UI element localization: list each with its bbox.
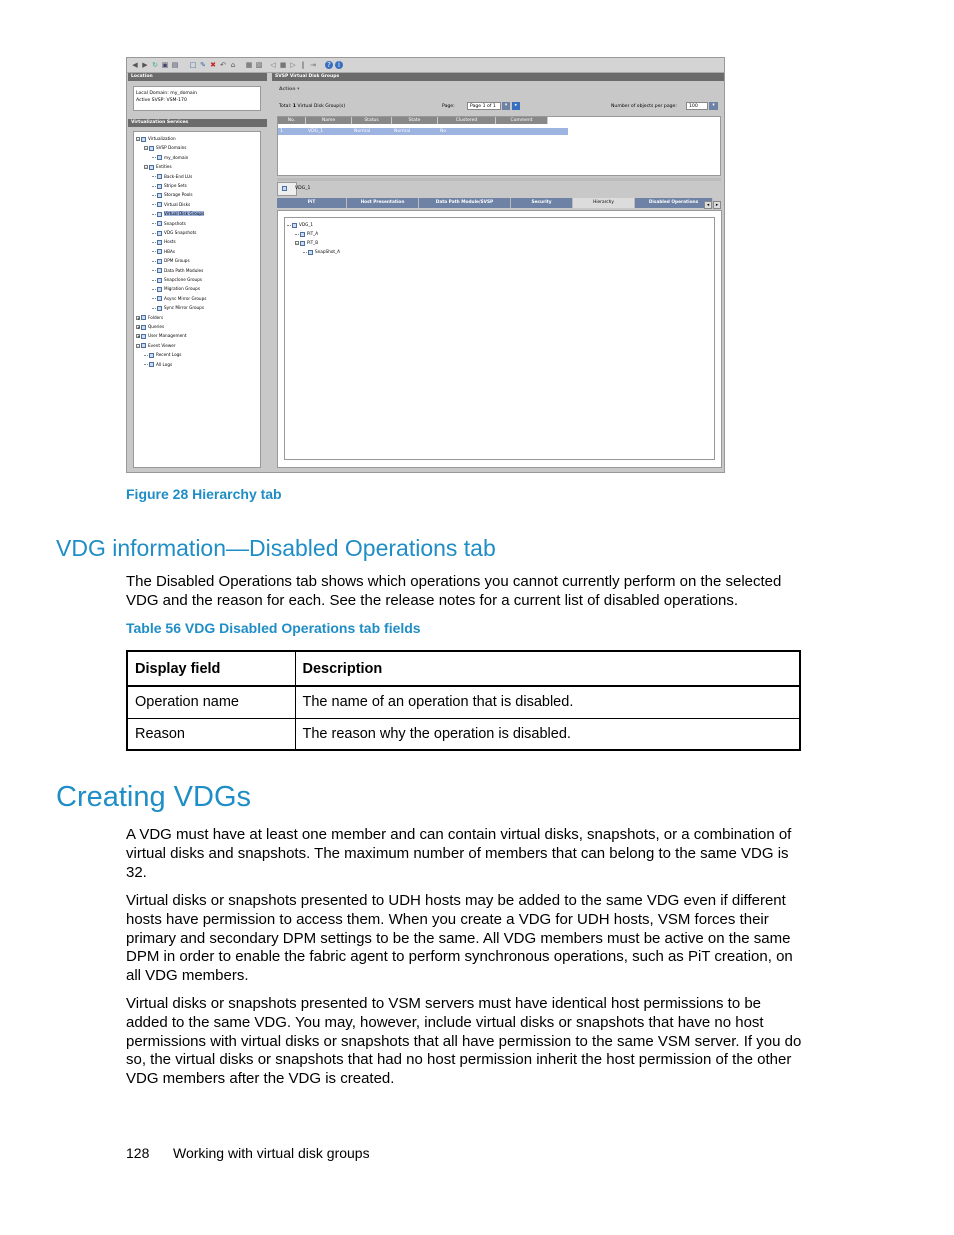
table-row bbox=[127, 718, 800, 750]
section-title: VDG information—Disabled Operations tab bbox=[56, 535, 496, 561]
delete-icon[interactable]: ✖ bbox=[210, 61, 216, 69]
grid-cell: Normal bbox=[394, 129, 411, 134]
table-cell: Reason bbox=[127, 718, 295, 750]
tree-line-icon bbox=[152, 204, 156, 205]
total-suffix: Virtual Disk Group(s) bbox=[297, 104, 346, 109]
grid-column-name[interactable]: Name bbox=[306, 117, 352, 124]
folder-icon bbox=[157, 306, 162, 311]
tree-item-label: Hosts bbox=[164, 239, 176, 245]
tree-line-icon bbox=[152, 214, 156, 215]
folder-icon bbox=[157, 240, 162, 245]
stop-icon[interactable]: ■ bbox=[279, 61, 287, 69]
tree-item-label: SnapShot_A bbox=[315, 249, 341, 254]
tree-item-label: Migration Groups bbox=[164, 286, 201, 292]
skip-icon[interactable]: ⇥ bbox=[310, 61, 316, 69]
tree-item-label: DPM Groups bbox=[164, 258, 190, 264]
tree-item-label: HBAs bbox=[164, 248, 176, 254]
edit-icon[interactable]: ✎ bbox=[200, 61, 206, 69]
toolbar bbox=[127, 58, 724, 73]
tab-security[interactable]: Security bbox=[511, 198, 573, 208]
page-label: Page: bbox=[442, 104, 455, 109]
folder-icon bbox=[157, 184, 162, 189]
help-icon[interactable]: ? bbox=[325, 61, 333, 69]
folder-icon bbox=[149, 146, 154, 151]
back-icon[interactable]: ◀ bbox=[132, 61, 138, 69]
hierarchy-panel bbox=[277, 210, 722, 468]
lock-icon[interactable]: ⌂ bbox=[230, 61, 236, 69]
table-cell: Operation name bbox=[127, 686, 295, 718]
tree-item-label: Entities bbox=[156, 164, 172, 170]
tree-item-virtual-disk-groups[interactable] bbox=[152, 211, 204, 217]
hierarchy-item-pit-b[interactable] bbox=[295, 240, 318, 246]
info-icon[interactable]: i bbox=[335, 61, 343, 69]
tree-item-label: Virtualization bbox=[148, 136, 176, 141]
tree-item-label: Folders bbox=[148, 314, 164, 320]
tree-item-sync-mirror-groups[interactable] bbox=[152, 305, 204, 311]
tab-disabled-operations[interactable]: Disabled Operations bbox=[635, 198, 713, 208]
folder-icon bbox=[157, 249, 162, 254]
splitter-handle[interactable] bbox=[277, 178, 721, 181]
tree-item-virtualization[interactable] bbox=[136, 136, 176, 142]
tree-item-label: VDG_1 bbox=[299, 222, 314, 227]
total-label: Total: bbox=[279, 104, 292, 109]
detail-tabs bbox=[277, 197, 723, 208]
tree-item-entities[interactable] bbox=[144, 164, 172, 170]
folder-icon bbox=[149, 165, 154, 170]
expand-toggle-icon[interactable]: - bbox=[137, 137, 139, 142]
tree-line-icon bbox=[152, 223, 156, 224]
tree-line-icon bbox=[152, 251, 156, 252]
table-caption: Table 56 VDG Disabled Operations tab fields bbox=[126, 620, 421, 636]
tree-item-label: Async Mirror Groups bbox=[164, 295, 207, 301]
tree-item-label: Back-End LUs bbox=[164, 173, 193, 179]
tree-item-folders[interactable] bbox=[136, 315, 163, 321]
expand-toggle-icon[interactable]: - bbox=[145, 165, 147, 171]
table-header-cell: Display field bbox=[127, 651, 295, 686]
folder-icon bbox=[157, 296, 162, 301]
folder-icon bbox=[157, 212, 162, 217]
tab-scroll-right-icon[interactable]: ▸ bbox=[713, 201, 721, 209]
tree-item-label: Event Viewer bbox=[148, 342, 176, 348]
folder-icon bbox=[141, 315, 146, 320]
tree-line-icon bbox=[152, 176, 156, 177]
folder-icon bbox=[141, 343, 146, 348]
tree-item-label: Recent Logs bbox=[156, 352, 182, 358]
folder-icon bbox=[300, 241, 305, 246]
tree-line-icon bbox=[144, 355, 148, 356]
detail-title: VDG_1 bbox=[295, 186, 311, 191]
hierarchy-item-snapshot-a[interactable] bbox=[303, 249, 340, 255]
objects-per-page-label: Number of objects per page: bbox=[611, 104, 677, 109]
vdg-detail-icon bbox=[282, 186, 287, 191]
tree-item-label: User Management bbox=[148, 333, 187, 339]
grid-row-selected[interactable] bbox=[278, 128, 568, 135]
tab-hierarchy[interactable]: Hierarchy bbox=[573, 198, 635, 208]
folder-icon bbox=[141, 325, 146, 330]
folder-icon bbox=[157, 155, 162, 160]
folder-icon bbox=[157, 221, 162, 226]
tree-item-label: Virtual Disks bbox=[164, 201, 191, 207]
navigation-tree bbox=[133, 131, 261, 468]
refresh-icon[interactable]: ↻ bbox=[152, 61, 158, 69]
folder-icon bbox=[157, 278, 162, 283]
objects-per-page-input[interactable]: 100 bbox=[686, 102, 708, 110]
tree-item-label: All Logs bbox=[156, 361, 173, 367]
tree-item-label: Virtual Disk Groups bbox=[164, 211, 205, 217]
page-number: 128 bbox=[126, 1145, 150, 1161]
tree-item-label: Snapclone Groups bbox=[164, 277, 203, 282]
tree-item-my-domain[interactable] bbox=[152, 155, 188, 161]
tree-line-icon bbox=[152, 298, 156, 299]
tree-item-label: Storage Pools bbox=[164, 192, 193, 198]
tree-item-label: Stripe Sets bbox=[164, 183, 187, 188]
expand-toggle-icon[interactable]: - bbox=[296, 241, 298, 246]
tree-item-event-viewer[interactable] bbox=[136, 343, 176, 349]
folder-icon bbox=[141, 334, 146, 339]
expand-toggle-icon[interactable]: + bbox=[137, 315, 141, 321]
tree-line-icon bbox=[152, 157, 156, 158]
tree-item-storage-pools[interactable] bbox=[152, 192, 193, 198]
tree-item-virtual-disks[interactable] bbox=[152, 202, 190, 208]
chapter-title: Creating VDGs bbox=[56, 781, 252, 813]
tree-item-label: SVSP Domains bbox=[156, 145, 187, 151]
new-icon[interactable]: □ bbox=[189, 61, 197, 69]
tree-line-icon bbox=[152, 195, 156, 196]
folder-icon bbox=[141, 137, 146, 142]
tree-item-migration-groups[interactable] bbox=[152, 286, 200, 292]
table-header-row bbox=[127, 651, 800, 686]
forward-icon[interactable]: ▶ bbox=[142, 61, 148, 69]
domain-value: my_domain bbox=[170, 91, 197, 96]
tab-scroll-left-icon[interactable]: ◂ bbox=[704, 201, 712, 209]
tree-line-icon bbox=[152, 308, 156, 309]
grid-column-state[interactable]: State bbox=[392, 117, 438, 124]
grid-cell: No bbox=[440, 129, 447, 134]
figure-caption: Figure 28 Hierarchy tab bbox=[126, 486, 282, 502]
hierarchy-item-vdg-1[interactable] bbox=[287, 222, 313, 228]
page-go-icon[interactable]: ▸ bbox=[512, 102, 520, 110]
svsp-vdg-header: SVSP Virtual Disk Groups bbox=[272, 73, 724, 81]
folder-icon bbox=[300, 232, 305, 237]
objects-dropdown-icon[interactable]: ▾ bbox=[709, 102, 718, 110]
location-panel bbox=[133, 86, 261, 111]
tab-data-path-module-svsp[interactable]: Data Path Module/SVSP bbox=[419, 198, 511, 208]
tree-item-label: PiT_B bbox=[307, 240, 319, 245]
grid-column-no[interactable]: No. bbox=[278, 117, 306, 124]
tree-item-all-logs[interactable] bbox=[144, 362, 172, 368]
tree-item-label: Queries bbox=[148, 324, 165, 329]
tree-line-icon bbox=[303, 252, 307, 253]
page-select[interactable]: Page 1 of 1 bbox=[467, 102, 501, 110]
folder-icon bbox=[149, 353, 154, 358]
tree-line-icon bbox=[144, 364, 148, 365]
tree-line-icon bbox=[295, 234, 299, 235]
tree-line-icon bbox=[152, 280, 156, 281]
disabled-operations-table bbox=[126, 650, 801, 751]
tree-item-async-mirror-groups[interactable] bbox=[152, 296, 206, 302]
tree-item-hbas[interactable] bbox=[152, 249, 175, 255]
filter-icon[interactable]: ▦ bbox=[245, 61, 253, 69]
folder-icon bbox=[157, 231, 162, 236]
tree-item-queries[interactable] bbox=[136, 324, 164, 330]
paragraph: Virtual disks or snapshots presented to UDH hosts may be added to the same VDG even if different hosts have permission to access them. When you create a VDG for UDH hosts, VSM forces their primary and secondary DPM settings to be the same. All VDG members must be active on the same DPM in order to enable the fabric agent to perform synchronous operations, such as PiT creation, on all VDG members. bbox=[126, 892, 793, 985]
tab-host-presentation[interactable]: Host Presentation bbox=[347, 198, 419, 208]
tree-item-label: PiT_A bbox=[307, 231, 319, 236]
grid-column-comment[interactable]: Comment bbox=[496, 117, 548, 124]
expand-toggle-icon[interactable]: + bbox=[137, 334, 141, 340]
table-header-cell: Description bbox=[295, 651, 800, 686]
tree-item-vdg-snapshots[interactable] bbox=[152, 230, 196, 236]
location-header: Location bbox=[128, 73, 267, 81]
table-cell: The name of an operation that is disabled. bbox=[295, 686, 800, 718]
tree-line-icon bbox=[152, 186, 156, 187]
grid-cell bbox=[496, 128, 548, 135]
grid-cell: 1 bbox=[280, 129, 283, 134]
tab-pit[interactable]: PiT bbox=[277, 198, 347, 208]
folder-icon bbox=[157, 259, 162, 264]
section-paragraph: The Disabled Operations tab shows which operations you cannot currently perform on the selected VDG and the reason for each. See the release notes for a current list of disabled operations. bbox=[126, 573, 782, 609]
grid-column-status[interactable]: Status bbox=[352, 117, 392, 124]
vdg-grid bbox=[277, 116, 721, 176]
tree-line-icon bbox=[152, 242, 156, 243]
folder-icon bbox=[157, 174, 162, 179]
table-cell: The reason why the operation is disabled. bbox=[295, 718, 800, 750]
footer-chapter: Working with virtual disk groups bbox=[173, 1145, 370, 1161]
hierarchy-item-pit-a[interactable] bbox=[295, 231, 318, 237]
tree-item-stripe-sets[interactable] bbox=[152, 183, 187, 189]
total-count: 1 bbox=[292, 104, 296, 109]
tree-item-dpm-groups[interactable] bbox=[152, 258, 190, 264]
folder-icon bbox=[149, 362, 154, 367]
page-dropdown-icon[interactable]: ▾ bbox=[502, 102, 510, 110]
table-row bbox=[127, 686, 800, 718]
virtualization-services-header: Virtualization Services bbox=[128, 119, 267, 127]
grid-column-clustered[interactable]: Clustered bbox=[438, 117, 496, 124]
tree-line-icon bbox=[152, 261, 156, 262]
hierarchy-tree bbox=[284, 217, 715, 460]
step-forward-icon[interactable]: ▷ bbox=[290, 61, 296, 69]
save-icon[interactable]: ▣ bbox=[161, 61, 169, 69]
tree-item-data-path-modules[interactable] bbox=[152, 268, 203, 274]
expand-toggle-icon[interactable]: - bbox=[137, 343, 139, 349]
action-menu[interactable]: Action ▾ bbox=[279, 87, 300, 92]
folder-icon bbox=[157, 202, 162, 207]
export-icon[interactable]: ▧ bbox=[255, 61, 263, 69]
tree-item-snapclone-groups[interactable] bbox=[152, 277, 202, 283]
tree-item-label: Sync Mirror Groups bbox=[164, 305, 205, 311]
grid-cell: Normal bbox=[354, 129, 371, 134]
tree-item-svsp-domains[interactable] bbox=[144, 145, 186, 151]
paragraph: A VDG must have at least one member and can contain virtual disks, snapshots, or a combination of virtual disks and snapshots. The maximum number of members that can belong to the same VDG is 32. bbox=[126, 826, 792, 881]
tree-item-label: my_domain bbox=[164, 154, 189, 160]
expand-toggle-icon[interactable]: + bbox=[137, 325, 141, 330]
undo-icon[interactable]: ↶ bbox=[220, 61, 226, 69]
svsp-value: VSM-170 bbox=[166, 98, 187, 103]
tree-line-icon bbox=[287, 225, 291, 226]
tree-item-back-end-lus[interactable] bbox=[152, 174, 192, 180]
folder-icon bbox=[157, 268, 162, 273]
folder-icon bbox=[308, 250, 313, 255]
domain-label: Local Domain: bbox=[136, 91, 169, 96]
tree-item-snapshots[interactable] bbox=[152, 221, 186, 227]
folder-icon bbox=[157, 287, 162, 292]
expand-toggle-icon[interactable]: - bbox=[145, 146, 147, 152]
grid-cell: VDG_1 bbox=[308, 129, 324, 134]
tree-item-recent-logs[interactable] bbox=[144, 352, 181, 358]
tree-line-icon bbox=[152, 270, 156, 271]
tree-item-hosts[interactable] bbox=[152, 239, 176, 245]
hierarchy-tab-screenshot bbox=[126, 57, 725, 473]
grid-header-row bbox=[278, 117, 720, 124]
svsp-label: Active SVSP: bbox=[136, 98, 165, 103]
paragraph: Virtual disks or snapshots presented to VSM servers must have identical host permissions to be added to the same VDG. You may, however, include virtual disks or snapshots that have no host permissions with virtual disks or snapshots that all have permission to the same VSM server. If you do so, the virtual disks or snapshots that had no host permission inherit the host permission of the other VDG members after the VDG is created. bbox=[126, 995, 802, 1088]
folder-icon bbox=[157, 193, 162, 198]
step-back-icon[interactable]: ◁ bbox=[270, 61, 276, 69]
folder-icon bbox=[292, 223, 297, 228]
tree-item-label: Snapshots bbox=[164, 220, 186, 226]
tree-item-user-management[interactable] bbox=[136, 333, 186, 339]
pause-icon[interactable]: ‖ bbox=[301, 61, 305, 69]
tree-item-label: Data Path Modules bbox=[164, 267, 204, 273]
print-icon[interactable]: ▤ bbox=[171, 61, 179, 69]
tree-line-icon bbox=[152, 233, 156, 234]
tree-item-label: VDG Snapshots bbox=[164, 230, 197, 235]
tree-line-icon bbox=[152, 289, 156, 290]
